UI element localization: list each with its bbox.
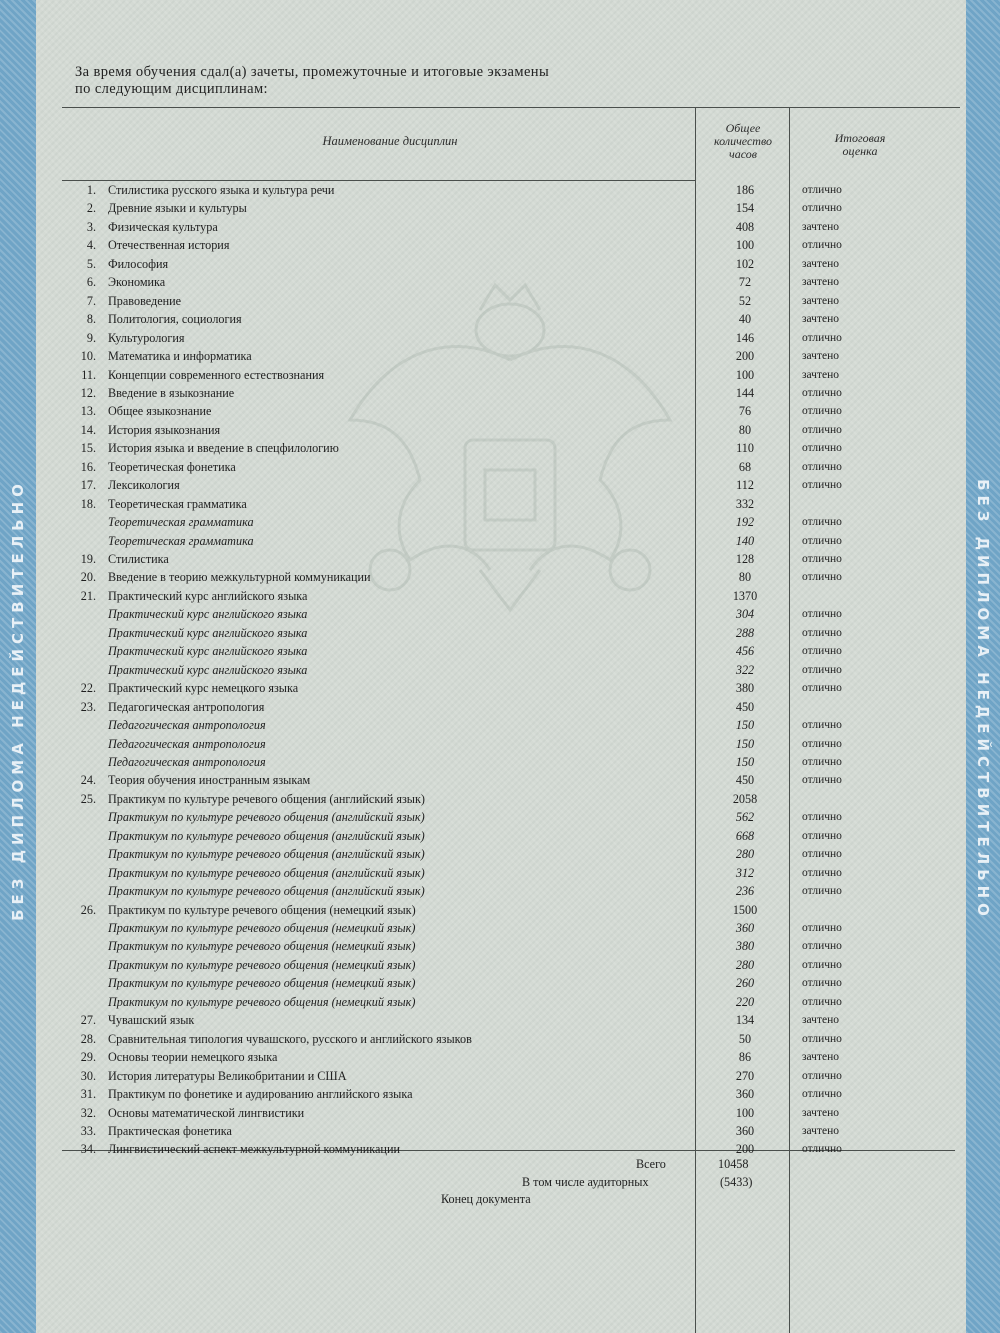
table-row [60, 808, 880, 826]
hours-value: 100 [735, 238, 755, 253]
grade-value: отлично [802, 184, 842, 196]
row-number: 15. [80, 441, 96, 456]
table-row [60, 347, 880, 365]
row-number: 16. [80, 459, 96, 474]
discipline-name: Концепции современного естествознания [108, 367, 325, 382]
grade-value: зачтено [802, 1014, 840, 1027]
document-end: Конец документа [441, 1192, 531, 1206]
row-number: 33. [80, 1123, 96, 1138]
hours-value: 100 [735, 367, 755, 382]
grade-value: зачтено [802, 1106, 840, 1119]
hours-value: 332 [735, 496, 755, 511]
discipline-name: Практический курс английского языка [108, 607, 308, 622]
row-number: 30. [80, 1068, 96, 1083]
grade-value: зачтено [802, 294, 840, 307]
row-number: 6. [86, 275, 96, 290]
grade-value: отлично [802, 1143, 842, 1156]
header-hours: Общее количество часов [713, 121, 773, 161]
discipline-name: Педагогическая антропология [108, 754, 266, 769]
table-row [60, 716, 880, 734]
row-number: 18. [80, 496, 96, 511]
row-number: 23. [80, 699, 96, 714]
grade-value: отлично [802, 866, 842, 879]
table-row [60, 532, 880, 550]
table-row [60, 255, 880, 273]
hours-value: 280 [735, 847, 755, 862]
hours-value: 360 [735, 1123, 755, 1138]
discipline-name: Педагогическая антропология [108, 699, 265, 714]
hours-value: 186 [735, 183, 755, 197]
table-row [60, 845, 880, 863]
discipline-name: Практикум по культуре речевого общения (немецкий язык) [108, 921, 416, 935]
table-row [60, 402, 880, 420]
row-number: 4. [86, 238, 96, 253]
grade-value: зачтено [802, 350, 840, 363]
grade-value: отлично [802, 940, 842, 953]
table-row [60, 993, 880, 1011]
discipline-name: Практикум по культуре речевого общения (немецкий язык) [108, 994, 416, 1009]
table-row [60, 1067, 880, 1085]
grade-value: отлично [802, 755, 842, 768]
table-row [60, 1048, 880, 1066]
table-row [60, 624, 880, 642]
table-row [60, 919, 880, 937]
discipline-name: Практикум по культуре речевого общения (немецкий язык) [108, 957, 416, 972]
table-row [60, 292, 880, 310]
row-number: 19. [80, 552, 96, 566]
hours-value: 110 [736, 441, 754, 456]
table-row [60, 974, 880, 992]
table-row [60, 956, 880, 974]
grade-value: отлично [802, 626, 842, 639]
table-row [60, 790, 880, 808]
hours-value: 288 [735, 625, 755, 640]
discipline-name: Стилистика [108, 552, 169, 566]
grade-value: зачтено [802, 1051, 840, 1064]
hours-value: 150 [735, 718, 755, 733]
table-row [60, 310, 880, 328]
discipline-name: Педагогическая антропология [108, 718, 266, 733]
discipline-name: Практический курс английского языка [108, 644, 308, 659]
discipline-name: Политология, социология [108, 312, 242, 327]
grade-value: отлично [802, 682, 842, 695]
row-number: 8. [86, 312, 96, 327]
hours-value: 76 [738, 404, 752, 419]
grade-value: отлично [802, 386, 842, 399]
right-strip-text: БЕЗ ДИПЛОМА НЕДЕЙСТВИТЕЛЬНО [974, 479, 992, 921]
hours-value: 2058 [732, 791, 758, 806]
row-number: 31. [80, 1087, 96, 1102]
table-top-rule [62, 107, 960, 108]
discipline-name: Теоретическая грамматика [108, 496, 247, 511]
left-strip-text: БЕЗ ДИПЛОМА НЕДЕЙСТВИТЕЛЬНО [9, 479, 27, 921]
row-number: 22. [80, 681, 96, 696]
grade-value: отлично [802, 663, 842, 676]
hours-value: 562 [735, 810, 755, 825]
grade-value: отлично [802, 405, 842, 418]
discipline-name: Практический курс английского языка [108, 662, 308, 677]
row-number: 29. [80, 1050, 96, 1065]
table-row [60, 458, 880, 476]
grade-value: отлично [802, 331, 842, 344]
grade-value: отлично [802, 202, 842, 215]
grade-value: отлично [802, 516, 842, 529]
grade-value: отлично [802, 829, 842, 842]
grade-value: отлично [802, 958, 842, 971]
discipline-name: История языка и введение в спецфилологию [108, 441, 339, 456]
table-row [60, 901, 880, 919]
discipline-name: Практикум по фонетике и аудированию английского языка [108, 1087, 413, 1102]
hours-value: 100 [735, 1105, 755, 1120]
hours-value: 270 [735, 1068, 755, 1083]
total-label: Всего [636, 1157, 666, 1171]
hours-value: 304 [735, 607, 755, 622]
header-discipline: Наименование дисциплин [322, 134, 458, 148]
row-number: 24. [80, 773, 96, 788]
hours-value: 1500 [732, 902, 758, 917]
discipline-name: Практический курс английского языка [108, 625, 308, 640]
row-number: 17. [80, 478, 96, 493]
hours-value: 380 [735, 939, 755, 954]
table-row [60, 1030, 880, 1048]
hours-value: 312 [735, 865, 755, 880]
total-value: 10458 [718, 1157, 749, 1171]
hours-value: 150 [735, 754, 755, 769]
grade-value: отлично [802, 442, 842, 455]
hours-value: 450 [735, 699, 755, 714]
grade-value: отлично [802, 848, 842, 861]
table-row [60, 605, 880, 623]
grade-value: отлично [802, 995, 842, 1008]
discipline-name: Стилистика русского языка и культура речи [108, 183, 335, 197]
discipline-name: Математика и информатика [108, 349, 252, 364]
table-row [60, 329, 880, 347]
table-row [60, 439, 880, 457]
hours-value: 322 [735, 662, 755, 677]
table-row [60, 384, 880, 402]
table-row [60, 495, 880, 513]
intro-text [75, 64, 549, 98]
table-row [60, 827, 880, 845]
hours-value: 200 [735, 1142, 755, 1157]
discipline-name: История языкознания [108, 422, 221, 437]
discipline-name: Физическая культура [108, 219, 218, 234]
discipline-name: Практикум по культуре речевого общения (немецкий язык) [108, 939, 416, 954]
table-row [60, 735, 880, 753]
discipline-name: Практикум по культуре речевого общения (английский язык) [108, 828, 425, 843]
hours-value: 128 [735, 552, 755, 566]
hours-value: 150 [735, 736, 755, 751]
grade-value: отлично [802, 239, 842, 252]
discipline-name: Практикум по культуре речевого общения (английский язык) [108, 791, 425, 806]
hours-value: 260 [735, 976, 755, 991]
discipline-name: Практикум по культуре речевого общения (английский язык) [108, 884, 425, 899]
hours-value: 112 [736, 478, 754, 493]
grade-value: зачтено [802, 1124, 840, 1137]
table-row [60, 1122, 880, 1140]
table-row [60, 661, 880, 679]
table-row [60, 642, 880, 660]
grade-value: отлично [802, 977, 842, 990]
table-row [60, 513, 880, 531]
row-number: 26. [80, 902, 96, 917]
row-number: 32. [80, 1105, 96, 1120]
hours-value: 154 [735, 201, 755, 216]
table-row [60, 273, 880, 291]
row-number: 27. [80, 1013, 96, 1028]
grade-value: отлично [802, 737, 842, 750]
row-number: 13. [80, 404, 96, 419]
discipline-name: Экономика [108, 275, 166, 290]
grade-value: отлично [802, 460, 842, 473]
table-row [60, 587, 880, 605]
table-row [60, 1011, 880, 1029]
discipline-name: Педагогическая антропология [108, 736, 266, 751]
table-row [60, 181, 880, 199]
hours-value: 52 [738, 293, 752, 308]
grade-value: отлично [802, 553, 842, 565]
discipline-name: Философия [108, 256, 169, 271]
hours-value: 102 [735, 256, 755, 271]
hours-value: 380 [735, 681, 755, 696]
table-row [60, 698, 880, 716]
discipline-name: Культурология [108, 330, 185, 345]
discipline-name: Лингвистический аспект межкультурной коммуникации [108, 1142, 400, 1157]
grade-value: зачтено [802, 257, 840, 270]
discipline-name: Теория обучения иностранным языкам [108, 773, 311, 788]
grade-value: отлично [802, 571, 842, 584]
discipline-name: Теоретическая фонетика [108, 459, 236, 474]
table-row [60, 550, 880, 568]
hours-value: 408 [735, 219, 755, 234]
row-number: 12. [80, 385, 96, 400]
grade-value: отлично [802, 645, 842, 658]
table-row [60, 679, 880, 697]
discipline-name: Практикум по культуре речевого общения (немецкий язык) [108, 902, 416, 917]
table-row [60, 421, 880, 439]
row-number: 9. [86, 330, 96, 345]
row-number: 14. [80, 422, 96, 437]
discipline-name: Основы теории немецкого языка [108, 1050, 278, 1065]
table-row [60, 1104, 880, 1122]
table-row [60, 937, 880, 955]
table-row [60, 218, 880, 236]
discipline-name: Введение в теорию межкультурной коммуникации [108, 570, 371, 585]
hours-value: 456 [735, 644, 755, 659]
hours-value: 360 [735, 921, 755, 935]
row-number: 2. [86, 201, 96, 216]
hours-value: 450 [735, 773, 755, 788]
discipline-name: Чувашский язык [108, 1013, 195, 1028]
discipline-name: Сравнительная типология чувашского, русского и английского языков [108, 1031, 472, 1046]
grade-value: отлично [802, 608, 842, 621]
grade-value: отлично [802, 1069, 842, 1082]
hours-value: 140 [735, 533, 755, 548]
hours-value: 80 [738, 570, 752, 585]
hours-value: 280 [735, 957, 755, 972]
row-number: 21. [80, 588, 96, 603]
discipline-name: Лексикология [108, 478, 180, 493]
hours-value: 192 [735, 515, 755, 530]
grade-value: отлично [802, 1032, 842, 1045]
hours-value: 236 [735, 884, 755, 899]
hours-value: 50 [738, 1031, 752, 1046]
discipline-name: Практический курс немецкого языка [108, 681, 299, 696]
discipline-name: Практикум по культуре речевого общения (немецкий язык) [108, 976, 416, 991]
auditory-label: В том числе аудиторных [522, 1175, 649, 1189]
row-number: 3. [86, 219, 96, 234]
table-row [60, 476, 880, 494]
table-row [60, 568, 880, 586]
row-number: 11. [81, 367, 96, 382]
discipline-name: Практикум по культуре речевого общения (английский язык) [108, 810, 425, 825]
hours-value: 146 [735, 330, 755, 345]
grade-value: отлично [802, 423, 842, 436]
grade-value: зачтено [802, 276, 840, 289]
row-number: 5. [86, 256, 96, 271]
intro-line-1: За время обучения сдал(а) зачеты, промежуточные и итоговые экзамены [75, 64, 550, 80]
discipline-name: Правоведение [108, 293, 182, 308]
grade-value: отлично [802, 534, 842, 547]
grade-value: отлично [802, 885, 842, 898]
table-row [60, 753, 880, 771]
grade-value: отлично [802, 719, 842, 732]
discipline-name: Основы математической лингвистики [108, 1105, 305, 1120]
hours-value: 668 [735, 828, 755, 843]
hours-value: 72 [738, 275, 752, 290]
row-number: 1. [86, 183, 96, 197]
row-number: 7. [86, 293, 96, 308]
row-number: 34. [80, 1142, 96, 1157]
hours-value: 68 [738, 459, 752, 474]
discipline-name: Практический курс английского языка [108, 588, 308, 603]
grade-value: отлично [802, 774, 842, 787]
discipline-name: Практическая фонетика [108, 1123, 232, 1138]
discipline-name: Практикум по культуре речевого общения (английский язык) [108, 847, 425, 862]
discipline-name: Теоретическая грамматика [108, 515, 254, 530]
table-row [60, 199, 880, 217]
discipline-name: Теоретическая грамматика [108, 533, 254, 548]
grade-value: отлично [802, 811, 842, 824]
grade-value: зачтено [802, 313, 840, 326]
hours-value: 144 [735, 385, 755, 400]
discipline-name: Практикум по культуре речевого общения (английский язык) [108, 865, 425, 880]
hours-value: 40 [738, 312, 752, 327]
table-row [60, 236, 880, 254]
hours-value: 1370 [732, 588, 758, 603]
table-row [60, 1085, 880, 1103]
row-number: 25. [80, 791, 96, 806]
grade-value: зачтено [802, 368, 840, 381]
hours-value: 86 [738, 1050, 752, 1065]
discipline-name: Общее языкознание [108, 404, 212, 419]
grade-value: отлично [802, 922, 842, 934]
grade-value: отлично [802, 479, 842, 492]
discipline-name: Древние языки и культуры [108, 201, 247, 216]
table-row [60, 1140, 880, 1158]
hours-value: 80 [738, 422, 752, 437]
hours-value: 200 [735, 349, 755, 364]
table-row [60, 771, 880, 789]
table-row [60, 864, 880, 882]
discipline-name: Введение в языкознание [108, 385, 235, 400]
hours-value: 360 [735, 1087, 755, 1102]
row-number: 10. [80, 349, 96, 364]
hours-value: 134 [735, 1013, 755, 1028]
discipline-name: Отечественная история [108, 238, 230, 253]
discipline-name: История литературы Великобритании и США [108, 1068, 347, 1083]
header-grade: Итоговая оценка [834, 131, 886, 158]
intro-line-2: по следующим дисциплинам: [75, 81, 268, 97]
table-row [60, 882, 880, 900]
row-number: 28. [80, 1031, 96, 1046]
auditory-value: (5433) [720, 1175, 753, 1189]
row-number: 20. [80, 570, 96, 585]
table-row [60, 366, 880, 384]
hours-value: 220 [735, 994, 755, 1009]
grade-value: отлично [802, 1088, 842, 1101]
grade-value: зачтено [802, 220, 840, 233]
